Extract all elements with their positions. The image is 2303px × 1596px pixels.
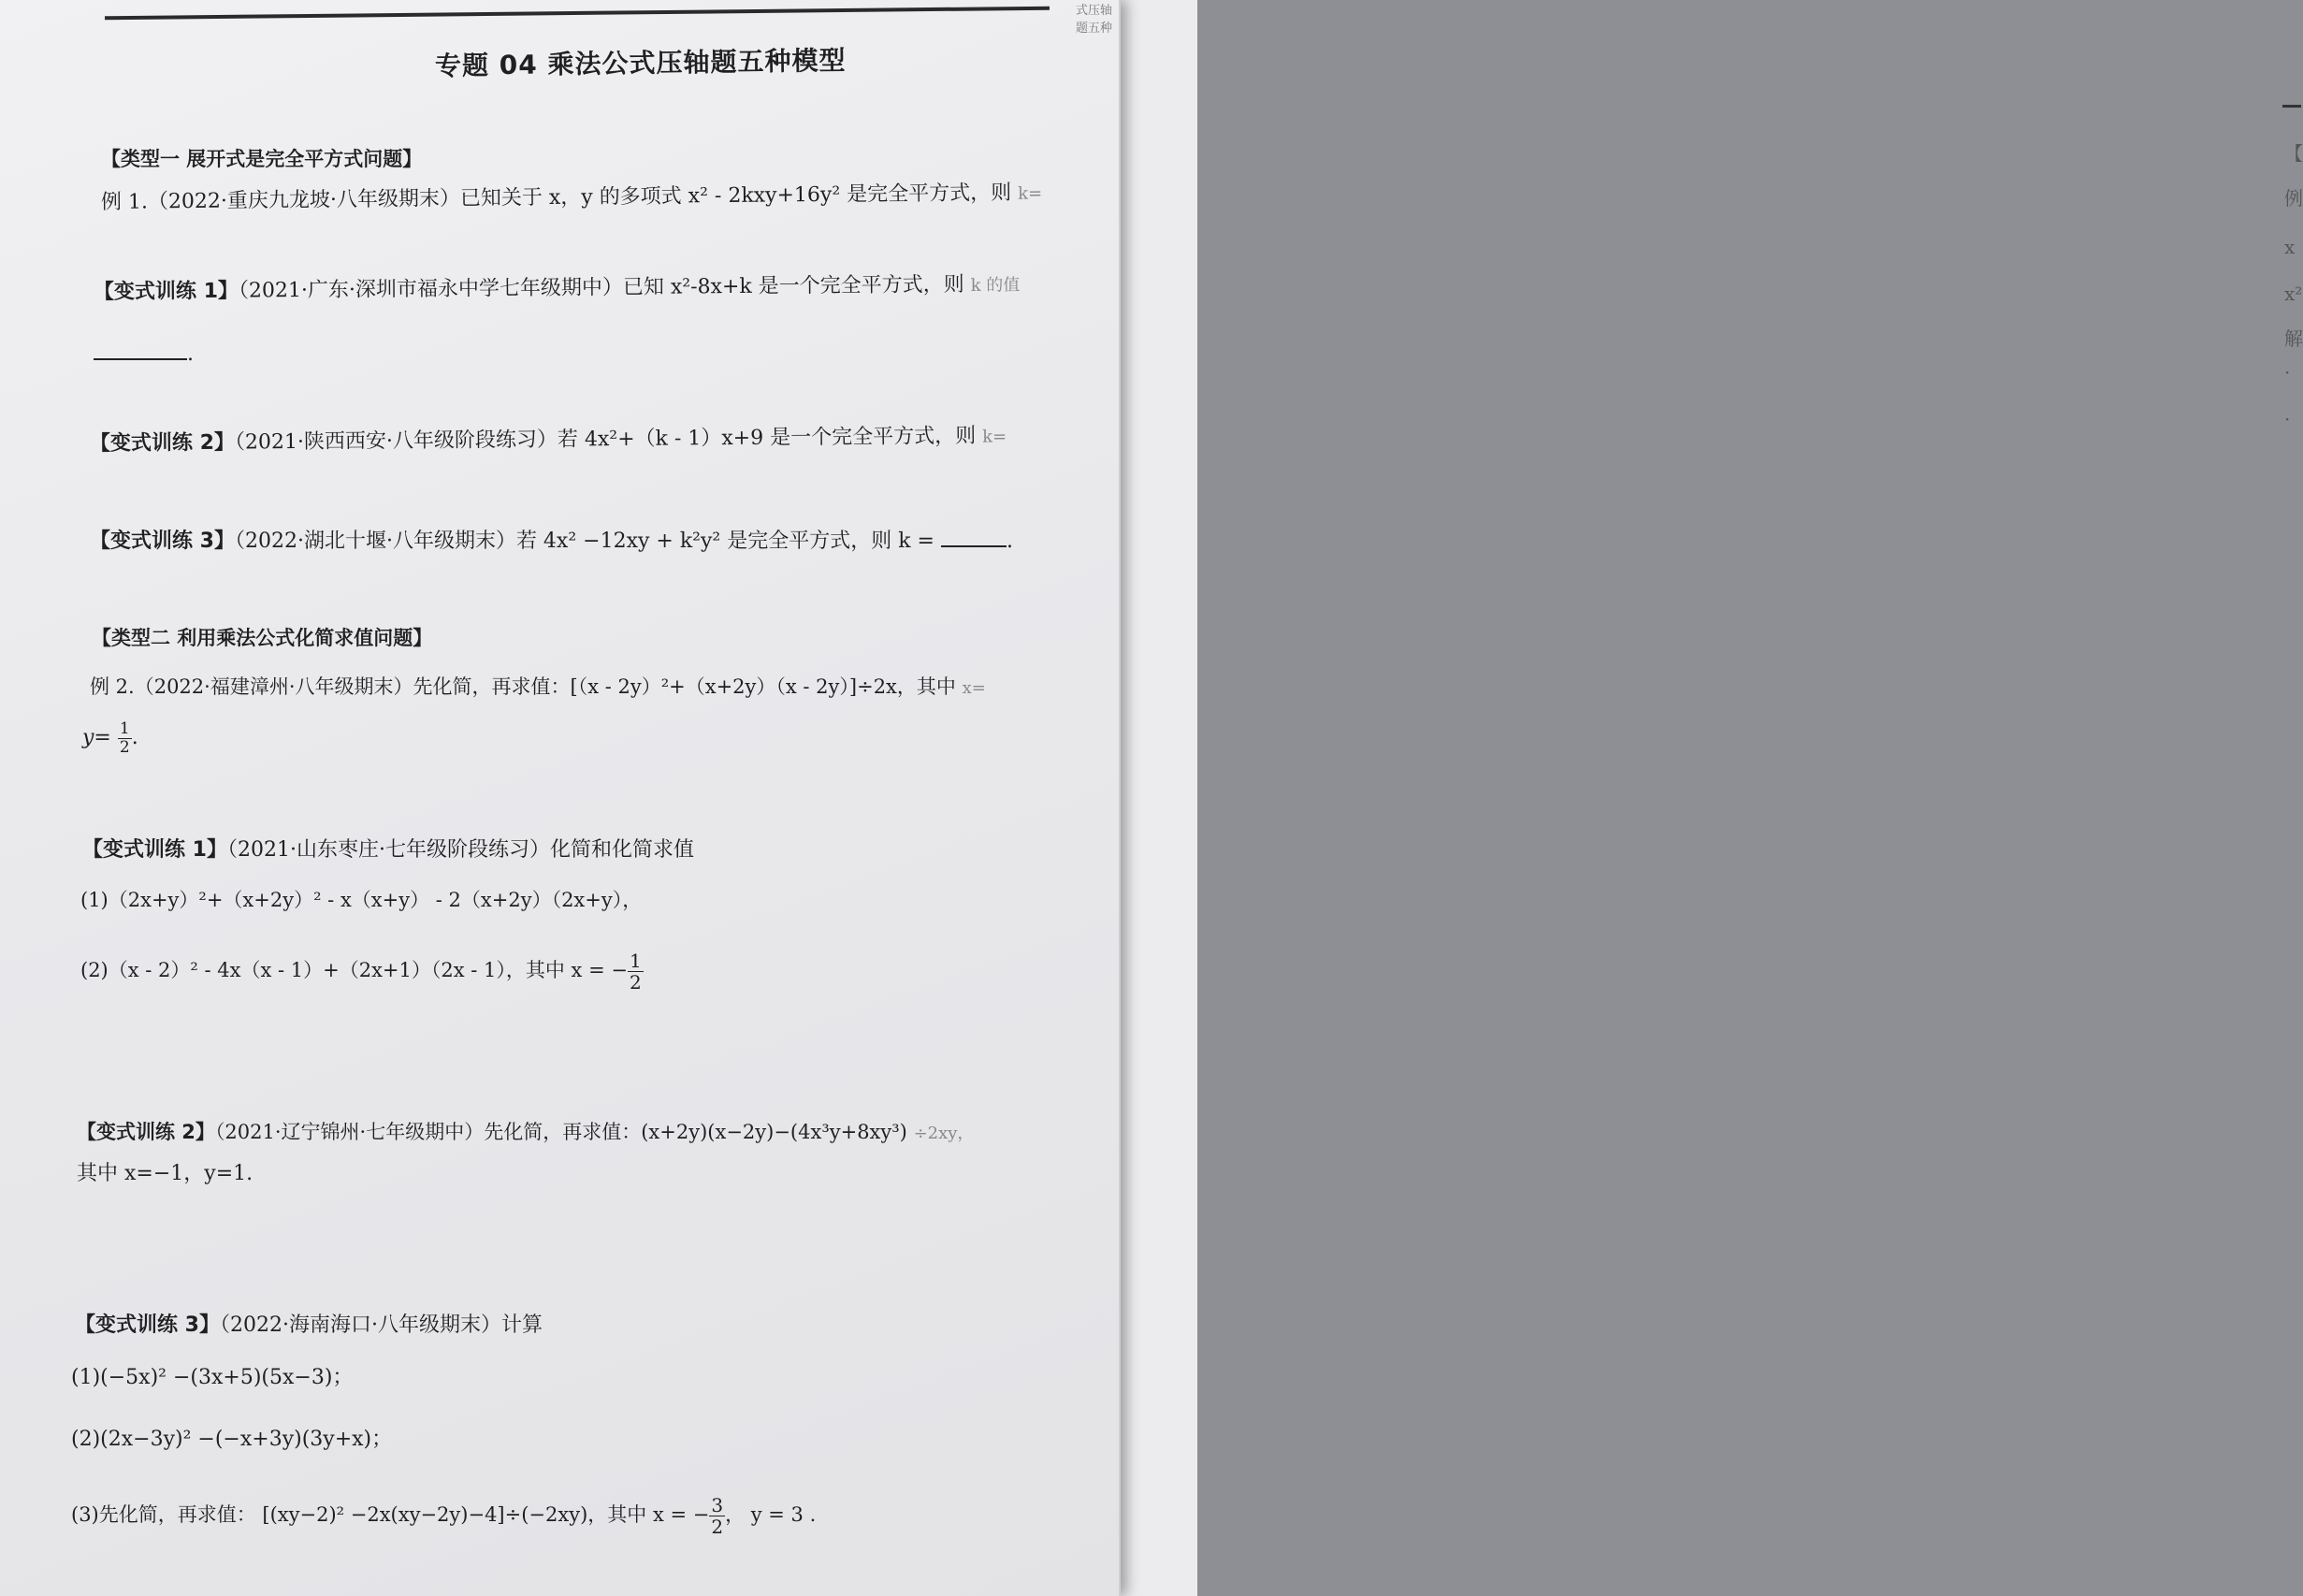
adjacent-page-text: · [2284,361,2291,384]
answer-blank [94,358,187,360]
variant-tag: 【变式训练 3】 [75,1313,220,1337]
type2-variant-1-part-2 [80,950,644,993]
example-2-given-y [82,720,138,756]
type2-variant-2 [77,1121,974,1144]
fraction-numerator: 1 [119,719,130,738]
y-value-label: y= [82,726,111,750]
part-text: (3)先化简，再求值： [(xy−2)² −2x(xy−2y)−4]÷(−2xy)，其中 x = − [71,1503,710,1526]
variant-text: （2021·辽宁锦州·七年级期中）先化简，再求值：(x+2y)(x−2y)−(4x³y+8xy³) [214,1121,907,1143]
variant-tail: k 的值 [970,275,1021,296]
type2-variant-1-part-1: (1)（2x+y）²+（x+2y）² - x（x+y） - 2（x+2y）（2x+y）， [80,889,643,911]
type1-variant-3 [90,530,1013,554]
adjacent-page-text: 例 [2284,187,2303,210]
fraction-numerator: 3 [711,1494,724,1516]
example-1 [101,181,1042,215]
example-1-tail: k= [1018,183,1043,204]
fraction [628,950,644,993]
fraction-numerator: 1 [629,950,642,972]
example-2 [90,675,986,699]
header-rule [105,7,1050,21]
adjacent-page-text: · [2284,408,2291,430]
corner-tag: 式压轴题五种 [1076,4,1113,36]
worksheet-page [0,0,1121,1596]
example-1-text: 例 1.（2022·重庆九龙坡·八年级期末）已知关于 x，y 的多项式 x² - 2kxy+16y² 是完全平方式，则 [100,181,1012,214]
type2-variant-3-part-1: (1)(−5x)² −(3x+5)(5x−3)； [71,1366,354,1389]
type1-variant-2 [90,424,1007,457]
fraction-denominator: 2 [629,971,642,994]
variant-text: （2022·海南海口·八年级期末）计算 [219,1313,543,1337]
answer-end: . [187,342,194,366]
part-end: ， y = 3 . [725,1503,817,1526]
variant-tail: ÷2xy， [913,1124,975,1143]
answer-end: . [1006,530,1013,553]
variant-tag: 【变式训练 1】 [93,279,239,304]
variant-tag: 【变式训练 1】 [82,838,227,862]
section-heading-type2: 【类型二 利用乘法公式化简求值问题】 [92,627,433,649]
adjacent-page-text: x² [2284,283,2303,305]
variant-text: （2021·山东枣庄·七年级阶段练习）化简和化简求值 [226,838,694,862]
variant-tag: 【变式训练 3】 [90,530,235,553]
variant-tag: 【变式训练 2】 [89,430,236,456]
type1-variant-1-answer [94,342,194,367]
variant-text: （2021·广东·深圳市福永中学七年级期中）已知 x²-8x+k 是一个完全平方式，则 [238,272,964,303]
type2-variant-3-part-2: (2)(2x−3y)² −(−x+3y)(3y+x)； [71,1428,393,1451]
fraction-denominator: 2 [119,737,130,757]
variant-text: （2021·陕西西安·八年级阶段练习）若 4x²+（k - 1）x+9 是一个完全平方式，则 [234,424,977,455]
variant-text: （2022·湖北十堰·八年级期末）若 4x² −12xy + k²y² 是完全平方式，则 k = [234,530,934,553]
type2-variant-2-line-2: 其中 x=−1，y=1. [77,1162,253,1185]
page-title: 专题 04 乘法公式压轴题五种模型 [434,44,847,82]
adjacent-page-text: 【 [2284,142,2303,165]
type1-variant-1 [94,272,1021,305]
type2-variant-3 [75,1313,543,1338]
example-2-tail: x= [962,678,986,698]
part-text: (2)（x - 2）² - 4x（x - 1）+（2x+1）（2x - 1），其中 x = − [80,959,628,981]
fraction [709,1495,725,1537]
fraction [118,720,132,756]
adjacent-page-rule [2282,105,2301,108]
adjacent-page-text: 解 [2284,327,2303,350]
adjacent-page-text: x [2284,236,2296,258]
fraction-denominator: 2 [711,1516,724,1538]
example-2-text: 例 2.（2022·福建漳州·八年级期末）先化简，再求值：[（x - 2y）²+（x+2y）（x - 2y）]÷2x，其中 [90,675,956,698]
variant-tag: 【变式训练 2】 [77,1121,215,1143]
sentence-end: . [131,726,138,750]
variant-tail: k= [982,427,1007,447]
answer-blank [941,545,1007,547]
section-heading-type1: 【类型一 展开式是完全平方式问题】 [101,148,423,170]
type2-variant-1 [82,838,694,863]
type2-variant-3-part-3 [71,1495,816,1537]
